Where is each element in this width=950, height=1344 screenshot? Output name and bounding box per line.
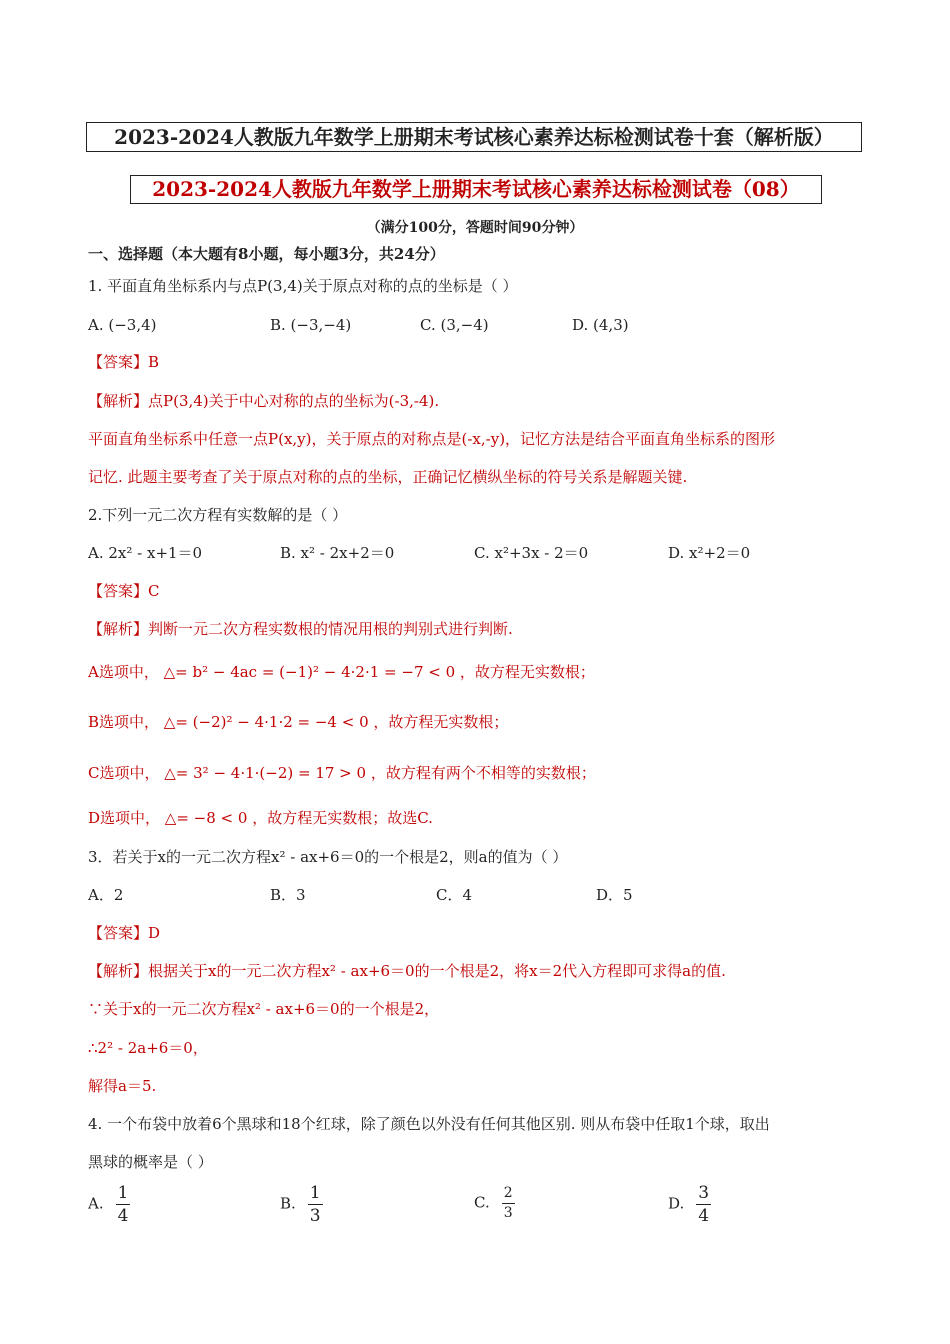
q4-option-c: C. $\frac{2}{3}$ xyxy=(474,1185,513,1221)
q1-answer: 【答案】B xyxy=(88,353,160,371)
q1-option-c: C. (3,−4) xyxy=(420,316,489,334)
q1-option-a: A. (−3,4) xyxy=(88,316,157,334)
q3-analysis-line: 解得a＝5. xyxy=(88,1077,157,1095)
fraction: $\frac{3}{4}$ xyxy=(698,1183,710,1226)
question-2-stem: 2.下列一元二次方程有实数解的是（ ） xyxy=(88,506,348,524)
document-title: 2023-2024人教版九年数学上册期末考试核心素养达标检测试卷十套（解析版） xyxy=(86,122,862,152)
question-3-stem: 3．若关于x的一元二次方程x² - ax+6＝0的一个根是2，则a的值为（ ） xyxy=(88,848,568,866)
q2-option-d: D. x²+2＝0 xyxy=(668,544,751,562)
question-1-stem: 1. 平面直角坐标系内与点P(3,4)关于原点对称的点的坐标是（ ） xyxy=(88,277,518,295)
question-4-stem: 黑球的概率是（ ） xyxy=(88,1153,213,1171)
q2-analysis-line: C选项中， △= 3² − 4·1·(−2) = 17 > 0 ，故方程有两个不相等的实数根； xyxy=(88,764,596,782)
q1-analysis-line: 记忆. 此题主要考查了关于原点对称的点的坐标，正确记忆横纵坐标的符号关系是解题关键. xyxy=(88,468,688,486)
section-heading: 一、选择题（本大题有8小题，每小题3分，共24分） xyxy=(88,245,445,263)
q3-answer: 【答案】D xyxy=(88,924,161,942)
q1-analysis-line: 平面直角坐标系中任意一点P(x,y)，关于原点的对称点是(-x,-y)，记忆方法是结合平面直角坐标系的图形 xyxy=(88,430,776,448)
q2-option-b: B. x² - 2x+2＝0 xyxy=(280,544,395,562)
q1-analysis-line: 【解析】点P(3,4)关于中心对称的点的坐标为(-3,-4). xyxy=(88,392,440,410)
q3-option-a: A．2 xyxy=(88,886,124,904)
exam-info: （满分100分，答题时间90分钟） xyxy=(366,220,584,236)
q3-option-c: C．4 xyxy=(436,886,473,904)
q1-option-b: B. (−3,−4) xyxy=(270,316,352,334)
q2-answer: 【答案】C xyxy=(88,582,160,600)
q1-option-d: D. (4,3) xyxy=(572,316,629,334)
q3-analysis-line: ∴2² - 2a+6＝0， xyxy=(88,1039,208,1057)
fraction: $\frac{1}{3}$ xyxy=(309,1183,321,1226)
fraction: $\frac{1}{4}$ xyxy=(117,1183,129,1226)
q4-option-a: A. $\frac{1}{4}$ xyxy=(88,1183,129,1226)
q2-analysis-line: A选项中， △= b² − 4ac = (−1)² − 4·2·1 = −7 < 0 ，故方程无实数根； xyxy=(88,663,595,681)
q2-analysis-line: D选项中， △= −8 < 0 ，故方程无实数根；故选C. xyxy=(88,809,433,827)
fraction: $\frac{2}{3}$ xyxy=(503,1185,513,1221)
question-4-stem: 4. 一个布袋中放着6个黑球和18个红球，除了颜色以外没有任何其他区别. 则从布袋中任取1个球，取出 xyxy=(88,1115,770,1133)
q3-analysis-line: ∵关于x的一元二次方程x² - ax+6＝0的一个根是2， xyxy=(88,1000,440,1018)
q2-option-c: C. x²+3x - 2＝0 xyxy=(474,544,589,562)
q3-analysis-line: 【解析】根据关于x的一元二次方程x² - ax+6＝0的一个根是2，将x＝2代入方程即可求得a的值. xyxy=(88,962,726,980)
q4-option-b: B. $\frac{1}{3}$ xyxy=(280,1183,321,1226)
q2-analysis-line: 【解析】判断一元二次方程实数根的情况用根的判别式进行判断. xyxy=(88,620,513,638)
q4-option-d: D. $\frac{3}{4}$ xyxy=(668,1183,710,1226)
q2-analysis-line: B选项中， △= (−2)² − 4·1·2 = −4 < 0 ，故方程无实数根； xyxy=(88,713,509,731)
q3-option-b: B．3 xyxy=(270,886,306,904)
exam-title: 2023-2024人教版九年数学上册期末考试核心素养达标检测试卷（08） xyxy=(130,175,822,204)
q2-option-a: A. 2x² - x+1＝0 xyxy=(88,544,203,562)
q3-option-d: D．5 xyxy=(596,886,633,904)
